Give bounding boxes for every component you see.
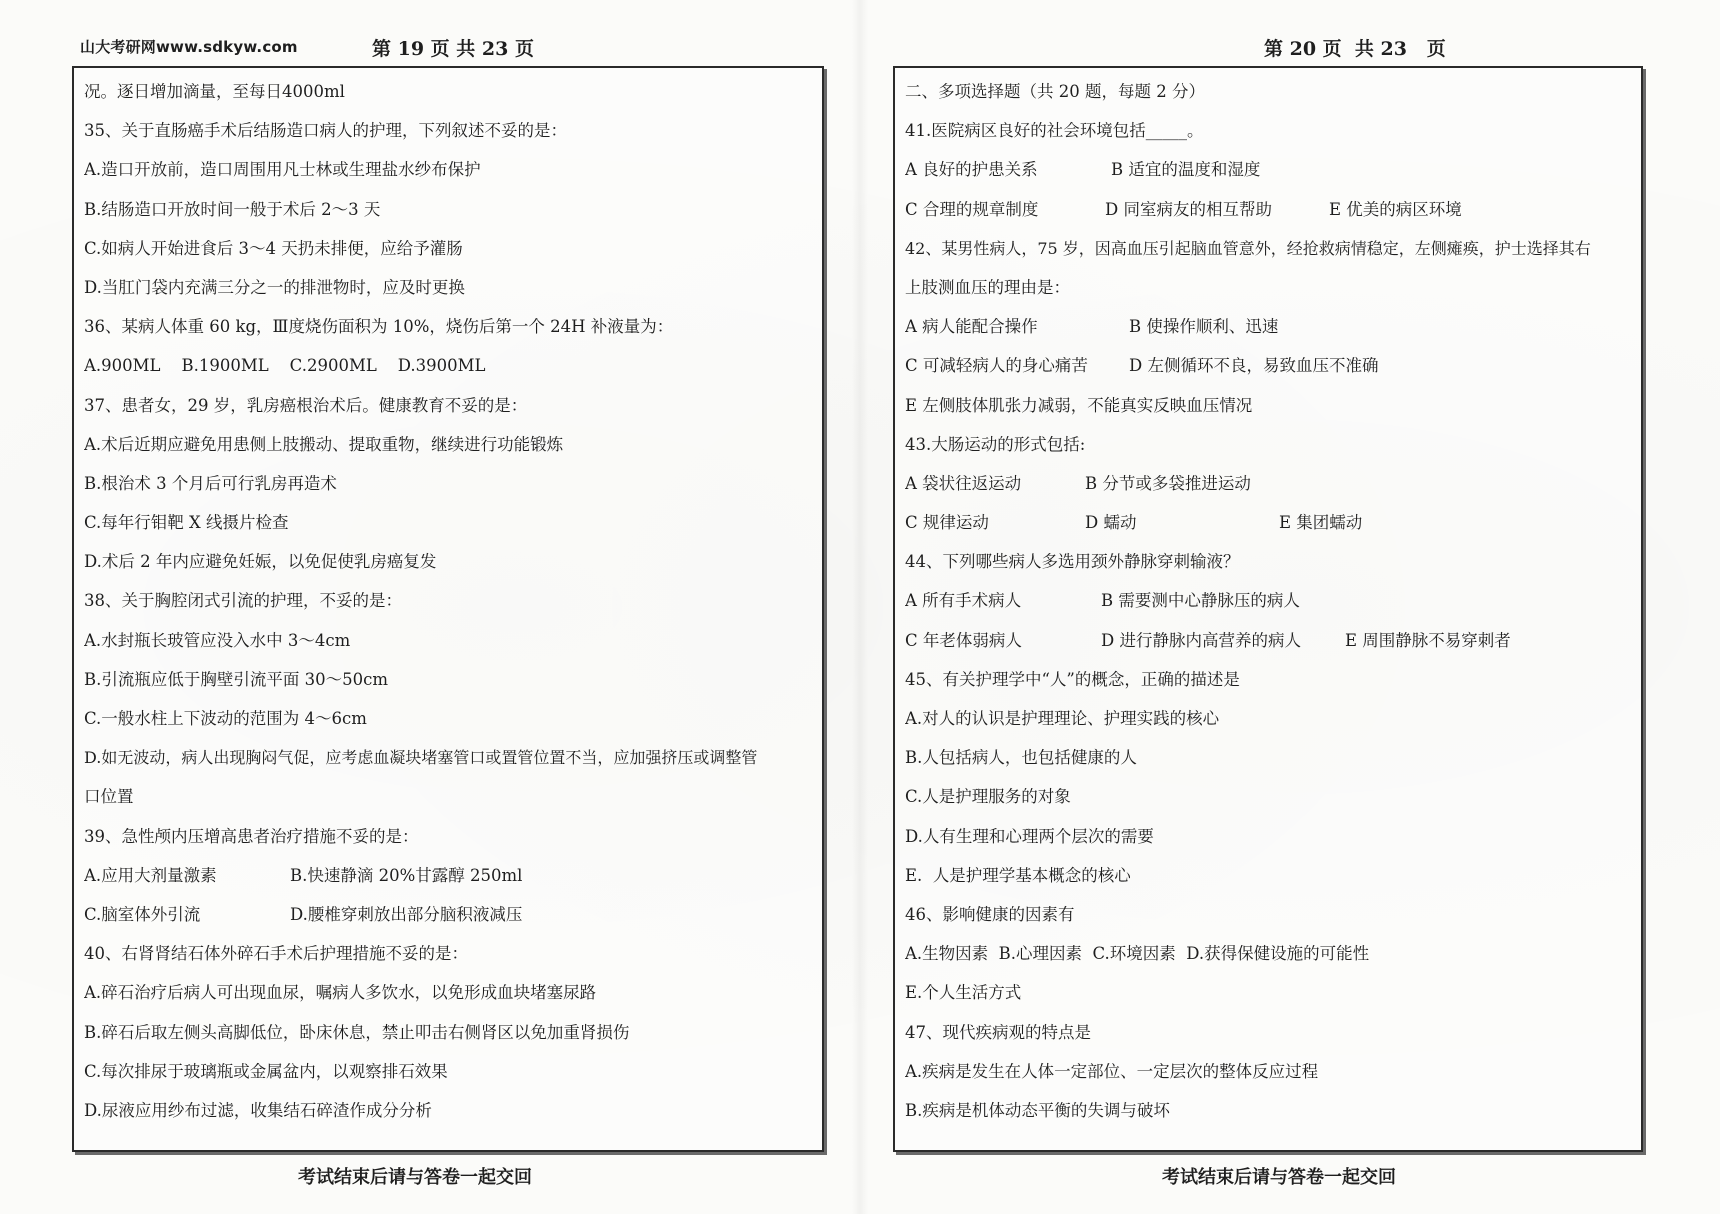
- left-lines: [84, 72, 814, 1130]
- option-row: [905, 307, 1633, 346]
- option-line: E.个人生活方式: [905, 983, 1022, 1003]
- option-cell: B 分节或多袋推进运动: [1085, 473, 1251, 493]
- footer-note-left: 考试结束后请与答卷一起交回: [298, 1167, 532, 1188]
- question-42: 42、某男性病人，75 岁，因高血压引起脑血管意外，经抢救病情稳定，左侧瘫痪，护士选择其右: [905, 238, 1591, 258]
- option-cell: C.脑室体外引流: [84, 904, 201, 924]
- question-46: 46、影响健康的因素有: [905, 904, 1075, 924]
- option-cell: B 适宜的温度和湿度: [1111, 160, 1261, 180]
- question-43: 43.大肠运动的形式包括:: [905, 434, 1086, 454]
- option-cell: D.腰椎穿刺放出部分脑积液减压: [290, 904, 523, 924]
- option-line: D.如无波动，病人出现胸闷气促，应考虑血凝块堵塞管口或置管位置不当，应加强挤压或调整管: [84, 748, 758, 768]
- question-37: 37、患者女，29 岁，乳房癌根治术后。健康教育不妥的是：: [84, 395, 528, 415]
- right-content-frame: [893, 66, 1643, 1152]
- option-row: [84, 895, 814, 934]
- option-cell: E 优美的病区环境: [1329, 199, 1462, 219]
- option-cell: A 袋状往返运动: [905, 473, 1022, 493]
- option-line: D.术后 2 年内应避免妊娠，以免促使乳房癌复发: [84, 552, 437, 572]
- option-cell: D 同室病友的相互帮助: [1105, 199, 1272, 219]
- option-cell: C 可减轻病人的身心痛苦: [905, 356, 1088, 376]
- option-line: A.水封瓶长玻管应没入水中 3～4cm: [84, 630, 351, 650]
- left-content-frame: [72, 66, 824, 1152]
- option-line: D.尿液应用纱布过滤，收集结石碎渣作成分分析: [84, 1100, 432, 1120]
- option-cell: B 使操作顺利、迅速: [1129, 317, 1279, 337]
- option-line: A.对人的认识是护理理论、护理实践的核心: [905, 709, 1220, 728]
- option-cell: E 集团蠕动: [1279, 513, 1363, 533]
- option-line: A.900ML B.1900ML C.2900ML D.3900ML: [84, 356, 486, 376]
- option-line: B.疾病是机体动态平衡的失调与破坏: [905, 1100, 1170, 1120]
- option-line: B.人包括病人，也包括健康的人: [905, 748, 1137, 768]
- option-line: B.碎石后取左侧头高脚低位，卧床休息，禁止叩击右侧肾区以免加重肾损伤: [84, 1022, 630, 1042]
- option-row: [905, 346, 1633, 385]
- option-line: E. 人是护理学基本概念的核心: [905, 865, 1131, 885]
- option-line: B.引流瓶应低于胸壁引流平面 30～50cm: [84, 669, 388, 689]
- option-row: [905, 190, 1633, 229]
- text-line: 况。逐日增加滴量，至每日4000ml: [84, 82, 345, 101]
- option-line: A.术后近期应避免用患侧上肢搬动、提取重物，继续进行功能锻炼: [84, 434, 564, 454]
- section-heading: 二、多项选择题（共 20 题，每题 2 分）: [905, 82, 1205, 101]
- question-41: 41.医院病区良好的社会环境包括_____。: [905, 121, 1204, 141]
- right-page: [860, 0, 1700, 1214]
- option-line: 口位置: [84, 787, 134, 807]
- option-line: D.人有生理和心理两个层次的需要: [905, 826, 1154, 846]
- page-number-left: 第 19 页 共 23 页: [372, 38, 534, 60]
- option-cell: A 病人能配合操作: [905, 317, 1038, 337]
- option-cell: B 需要测中心静脉压的病人: [1101, 591, 1300, 611]
- option-line: C.人是护理服务的对象: [905, 787, 1071, 807]
- page-number-right: 第 20 页 共 23 页: [1264, 38, 1446, 60]
- option-line: B.结肠造口开放时间一般于术后 2～3 天: [84, 199, 381, 219]
- option-line: B.根治术 3 个月后可行乳房再造术: [84, 473, 337, 493]
- option-cell: D 左侧循环不良，易致血压不准确: [1129, 356, 1379, 376]
- option-row: [905, 581, 1633, 620]
- option-cell: A 良好的护患关系: [905, 160, 1038, 180]
- question-35: 35、关于直肠癌手术后结肠造口病人的护理，下列叙述不妥的是：: [84, 121, 567, 141]
- question-44: 44、下列哪些病人多选用颈外静脉穿刺输液？: [905, 552, 1240, 572]
- question-45: 45、有关护理学中“人”的概念，正确的描述是: [905, 669, 1240, 689]
- left-page: [0, 0, 840, 1214]
- option-cell: D 进行静脉内高营养的病人: [1101, 630, 1301, 650]
- option-line: C.每年行钼靶 X 线摄片检查: [84, 513, 289, 533]
- option-row: [905, 621, 1633, 660]
- footer-note-right: 考试结束后请与答卷一起交回: [1162, 1167, 1396, 1188]
- option-row: [84, 856, 814, 895]
- option-row: [905, 464, 1633, 503]
- option-line: A.造口开放前，造口周围用凡士林或生理盐水纱布保护: [84, 160, 481, 180]
- option-line: A.疾病是发生在人体一定部位、一定层次的整体反应过程: [905, 1061, 1319, 1081]
- site-label: 山大考研网www.sdkyw.com: [80, 38, 298, 56]
- option-line: E 左侧肢体肌张力减弱，不能真实反映血压情况: [905, 395, 1253, 415]
- option-line: C.如病人开始进食后 3～4 天扔未排便，应给予灌肠: [84, 238, 463, 258]
- option-cell: B.快速静滴 20%甘露醇 250ml: [290, 865, 523, 885]
- option-row: [905, 150, 1633, 189]
- option-line: D.当肛门袋内充满三分之一的排泄物时，应及时更换: [84, 277, 465, 297]
- question-36: 36、某病人体重 60 kg，Ⅲ度烧伤面积为 10%，烧伤后第一个 24H 补液量为：: [84, 317, 674, 337]
- option-line: C.一般水柱上下波动的范围为 4～6cm: [84, 709, 367, 728]
- question-38: 38、关于胸腔闭式引流的护理，不妥的是：: [84, 591, 402, 611]
- option-cell: A.应用大剂量激素: [84, 865, 217, 885]
- question-47: 47、现代疾病观的特点是: [905, 1022, 1091, 1042]
- question-39: 39、急性颅内压增高患者治疗措施不妥的是：: [84, 826, 419, 846]
- option-line: A.碎石治疗后病人可出现血尿，嘱病人多饮水，以免形成血块堵塞尿路: [84, 983, 597, 1003]
- option-line: A.生物因素 B.心理因素 C.环境因素 D.获得保健设施的可能性: [905, 944, 1370, 964]
- option-cell: E 周围静脉不易穿刺者: [1345, 630, 1511, 650]
- option-cell: C 规律运动: [905, 513, 989, 533]
- option-line: C.每次排尿于玻璃瓶或金属盆内，以观察排石效果: [84, 1061, 448, 1081]
- option-row: [905, 503, 1633, 542]
- right-lines: [905, 72, 1633, 1130]
- question-40: 40、右肾肾结石体外碎石手术后护理措施不妥的是：: [84, 944, 468, 964]
- option-cell: A 所有手术病人: [905, 591, 1022, 611]
- question-42-cont: 上肢测血压的理由是：: [905, 277, 1070, 297]
- option-cell: D 蠕动: [1085, 513, 1137, 533]
- option-cell: C 合理的规章制度: [905, 199, 1039, 219]
- option-cell: C 年老体弱病人: [905, 630, 1022, 650]
